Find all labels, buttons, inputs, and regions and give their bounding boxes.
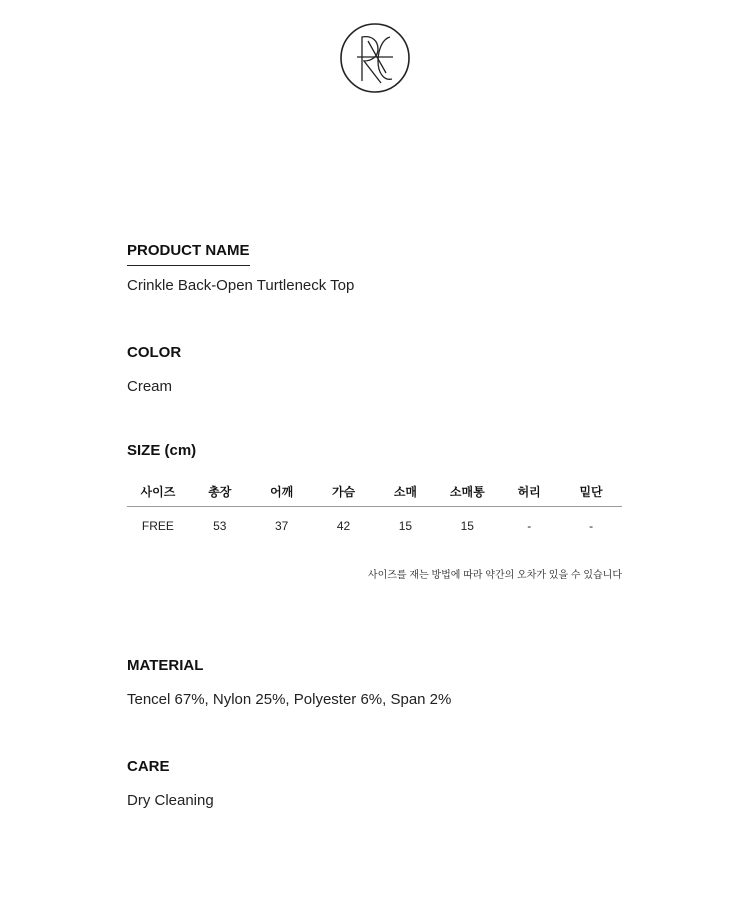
- size-cell: 37: [275, 519, 289, 533]
- size-cell: FREE: [141, 519, 174, 533]
- material-heading: MATERIAL: [127, 657, 204, 674]
- color-value-wrap: [127, 377, 172, 397]
- size-col-header: 소매: [375, 477, 437, 507]
- size-col-header: 허리: [498, 477, 560, 507]
- monogram-circle-logo: [338, 21, 412, 95]
- size-cell: 15: [460, 519, 474, 533]
- size-col-header: 사이즈: [127, 477, 189, 507]
- color-heading: COLOR: [127, 344, 182, 361]
- size-cell: 53: [213, 519, 227, 533]
- size-table-header-row: [127, 477, 622, 507]
- size-cell: 15: [398, 519, 413, 533]
- product-name-heading: PRODUCT NAME: [127, 241, 250, 266]
- product-name-value: Crinkle Back-Open Turtleneck Top: [127, 277, 355, 294]
- material-value-wrap: [127, 690, 451, 710]
- size-col-header: 총장: [189, 477, 251, 507]
- size-section: [127, 441, 196, 461]
- material-section: [127, 656, 203, 676]
- care-section: [127, 757, 170, 777]
- product-name-section: [127, 241, 250, 266]
- size-cell: 42: [336, 519, 351, 533]
- care-value: Dry Cleaning: [127, 792, 214, 809]
- table-row: [127, 507, 622, 546]
- size-heading: SIZE (cm): [127, 442, 197, 459]
- size-measurement-note: 사이즈를 재는 방법에 따라 약간의 오차가 있을 수 있습니다: [367, 570, 622, 581]
- size-table: [127, 477, 622, 545]
- care-heading: CARE: [127, 758, 170, 775]
- size-cell: -: [589, 519, 594, 533]
- size-cell: -: [527, 519, 532, 533]
- product-name-value-wrap: [127, 276, 354, 296]
- size-col-header: 소매통: [436, 477, 498, 507]
- care-value-wrap: [127, 791, 214, 811]
- material-value: Tencel 67%, Nylon 25%, Polyester 6%, Span 2%: [127, 691, 452, 708]
- color-section: [127, 343, 181, 363]
- color-value: Cream: [127, 378, 173, 395]
- size-col-header: 어깨: [251, 477, 313, 507]
- size-col-header: 밑단: [560, 477, 622, 507]
- size-col-header: 가슴: [313, 477, 375, 507]
